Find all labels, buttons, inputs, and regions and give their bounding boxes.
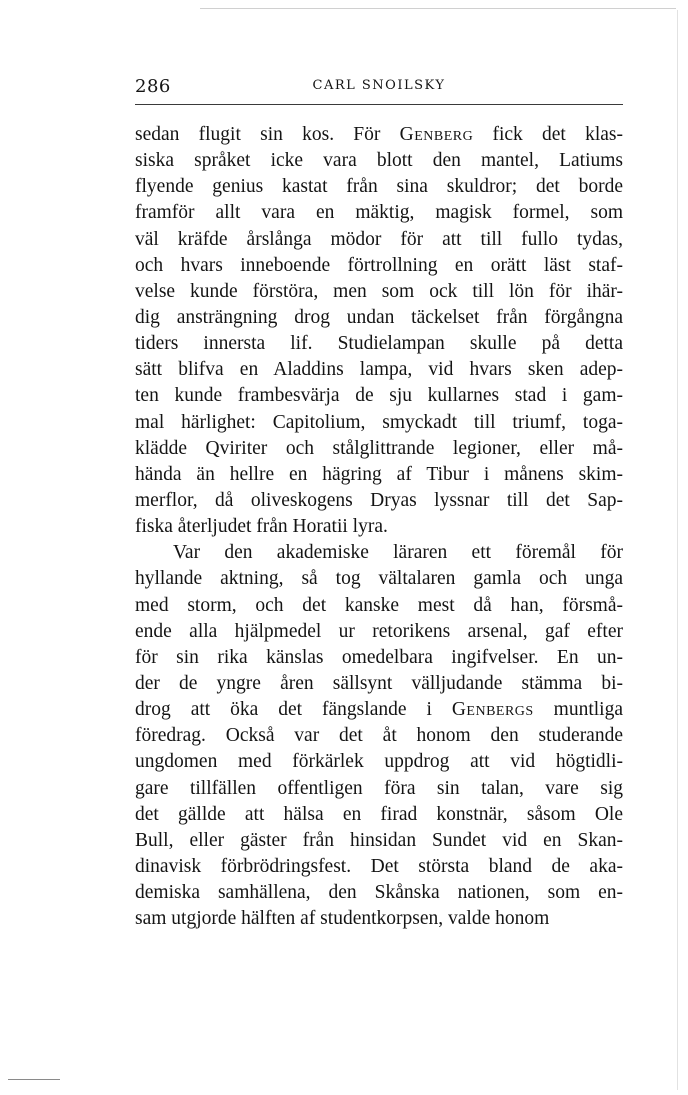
text-line bbox=[135, 619, 623, 645]
text-line bbox=[135, 357, 623, 383]
running-title: CARL SNOILSKY bbox=[312, 78, 446, 93]
text-run: flyende genius kastat från sina skuldror; det borde bbox=[135, 176, 623, 198]
name-smallcaps: Genberg bbox=[399, 124, 474, 145]
text-line bbox=[135, 122, 623, 148]
text-line bbox=[135, 279, 623, 305]
text-run: merflor, då oliveskogens Dryas lyssnar till det Sap- bbox=[135, 489, 623, 511]
text-line bbox=[135, 331, 623, 357]
text-run: hyllande aktning, så tog vältalaren gamla och unga bbox=[135, 568, 623, 590]
text-run: dig ansträngning drog undan täckelset från förgångna bbox=[135, 306, 623, 328]
text-line bbox=[135, 200, 623, 226]
text-run: gare tillfällen offentligen föra sin talan, vare sig bbox=[135, 777, 623, 799]
text-run: der de yngre åren sällsynt välljudande stämma bi- bbox=[135, 672, 623, 694]
text-line bbox=[135, 305, 623, 331]
text-line bbox=[135, 410, 623, 436]
text-line bbox=[135, 227, 623, 253]
text-run: hända än hellre en hägring af Tibur i månens skim- bbox=[135, 463, 623, 485]
text-line bbox=[135, 174, 623, 200]
text-run: siska språket icke vara blott den mantel, Latiums bbox=[135, 150, 623, 172]
text-run: dinavisk förbrödringsfest. Det största bland de aka- bbox=[135, 855, 623, 877]
text-run: klädde Qviriter och stålglittrande legioner, eller må- bbox=[135, 437, 623, 459]
text-line bbox=[135, 697, 623, 723]
scan-top-edge bbox=[200, 8, 676, 9]
text-line bbox=[135, 566, 623, 592]
text-line bbox=[135, 749, 623, 775]
paragraph bbox=[135, 540, 623, 932]
text-run: framför allt vara en mäktig, magisk formel, som bbox=[135, 202, 623, 224]
text-line bbox=[135, 514, 623, 540]
header-rule bbox=[135, 104, 623, 105]
text-line bbox=[135, 540, 623, 566]
text-run: muntliga bbox=[533, 699, 623, 721]
text-line bbox=[135, 253, 623, 279]
text-line bbox=[135, 802, 623, 828]
scan-bottom-mark bbox=[8, 1079, 60, 1080]
text-line bbox=[135, 645, 623, 671]
text-run: ungdomen med förkärlek uppdrog att vid högtidli- bbox=[135, 751, 623, 773]
scan-right-edge bbox=[677, 10, 678, 1090]
text-run: föredrag. Också var det åt honom den studerande bbox=[135, 725, 623, 747]
text-run: Var den akademiske läraren ett föremål för bbox=[173, 542, 623, 564]
text-run: med storm, och det kanske mest då han, försmå- bbox=[135, 594, 623, 616]
text-line bbox=[135, 436, 623, 462]
text-line bbox=[135, 776, 623, 802]
text-run: väl kräfde årslånga mödor för att till fullo tydas, bbox=[135, 228, 623, 250]
text-run: sedan flugit sin kos. För bbox=[135, 124, 400, 145]
text-line bbox=[135, 906, 623, 932]
text-line bbox=[135, 828, 623, 854]
page-number: 286 bbox=[135, 76, 171, 97]
text-run: drog att öka det fängslande i bbox=[135, 699, 452, 721]
text-line bbox=[135, 593, 623, 619]
text-run: sätt blifva en Aladdins lampa, vid hvars sken adep- bbox=[135, 359, 623, 381]
text-line bbox=[135, 880, 623, 906]
name-smallcaps: Genbergs bbox=[451, 699, 534, 721]
text-run: sam utgjorde hälften af studentkorpsen, valde honom bbox=[135, 908, 550, 930]
text-run: för sin rika känslas omedelbara ingifvelser. En un- bbox=[135, 646, 623, 668]
paragraph bbox=[135, 122, 623, 540]
text-run: velse kunde förstöra, men som ock till lön för ihär- bbox=[135, 280, 623, 302]
text-line bbox=[135, 148, 623, 174]
text-run: ende alla hjälpmedel ur retorikens arsenal, gaf efter bbox=[135, 620, 623, 642]
text-line bbox=[135, 383, 623, 409]
text-line bbox=[135, 488, 623, 514]
text-run: det gällde att hälsa en firad konstnär, såsom Ole bbox=[135, 803, 623, 825]
text-line bbox=[135, 462, 623, 488]
body-text bbox=[135, 122, 623, 932]
text-run: mal härlighet: Capitolium, smyckadt till triumf, toga- bbox=[135, 411, 623, 433]
text-line bbox=[135, 671, 623, 697]
text-line bbox=[135, 723, 623, 749]
text-run: Bull, eller gäster från hinsidan Sundet vid en Skan- bbox=[135, 829, 623, 851]
text-run: tiders innersta lif. Studielampan skulle på detta bbox=[135, 333, 623, 355]
text-line bbox=[135, 854, 623, 880]
text-run: och hvars inneboende förtrollning en orätt läst staf- bbox=[135, 254, 623, 276]
text-run: fick det klas- bbox=[473, 124, 623, 145]
text-run: ten kunde frambesvärja de sju kullarnes stad i gam- bbox=[135, 385, 623, 407]
page-header bbox=[135, 76, 623, 100]
text-run: demiska samhällena, den Skånska nationen, som en- bbox=[135, 882, 623, 904]
text-run: fiska återljudet från Horatii lyra. bbox=[135, 516, 388, 538]
